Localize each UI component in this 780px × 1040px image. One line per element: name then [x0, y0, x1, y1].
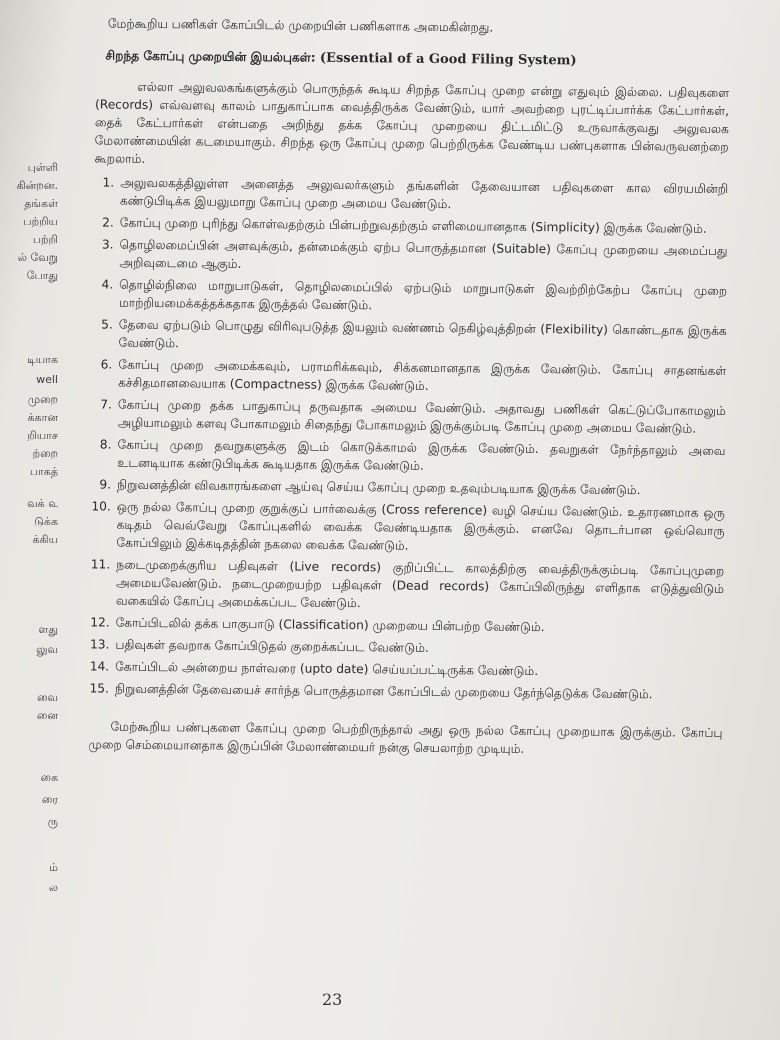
facing-page-margin — [0, 150, 62, 990]
item-number: 15. — [89, 681, 110, 696]
item-text: ஒரு நல்ல கோப்பு முறை குறுக்குப் பார்வைக்கு (Cross reference) வழி செய்ய வேண்டும். உதாரணமாக ஒரு கடிதம் வெவ்வேறு கோப்புகளில் வைக்க வேண்டியதாக இருக்கும். எனவே தொடர்பான ஒவ்வொரு கோப்பிலும் இக்கடிதத்தின் நகலை வைக்க வேண்டும். — [116, 499, 725, 553]
margin-fragment: வை — [37, 691, 58, 704]
item-number: 14. — [89, 659, 110, 674]
closing-paragraph: மேற்கூறிய பண்புகளை கோப்பு முறை பெற்றிருந்தால் அது ஒரு நல்ல கோப்பு முறையாக இருக்கும். கோப்பு முறை செம்மையானதாக இருப்பின் மேலாண்மையர் நன்கு செயலாற்ற முடியும். — [88, 719, 723, 756]
margin-fragment: பற்றிய — [23, 215, 58, 228]
heading-tamil: சிறந்த கோப்பு முறையின் இயல்புகள்: — [105, 48, 316, 65]
margin-fragment: ளது — [38, 623, 58, 636]
list-item — [56, 395, 726, 438]
item-text: கோப்பு முறை தவறுகளுக்கு இடம் கொடுக்காமல் இருக்க வேண்டும். தவறுகள் நேர்ந்தாலும் அவை உடனடியாக கண்டுபிடிக்க கூடியதாக இருக்க வேண்டும். — [117, 437, 726, 473]
item-number: 3. — [101, 237, 114, 252]
essentials-list — [53, 173, 728, 704]
list-item — [58, 173, 728, 216]
margin-fragment: போது — [26, 269, 58, 282]
item-text: கோப்பிடலில் தக்க பாகுபாடு (Classification) முறையை பின்பற்ற வேண்டும். — [115, 615, 545, 635]
item-text: நடைமுறைக்குரிய பதிவுகள் (Live records) குறிப்பிட்ட காலத்திற்கு வைத்திருக்கும்படி கோப்புமுறை அமையவேண்டும். நடைமுறையற்ற பதிவுகள் (Dead records) கோப்பிலிருந்து எளிதாக எடுத்துவிடும் வகையில் கோப்பு அமைக்கப்பட வேண்டும். — [115, 557, 725, 611]
margin-fragment: னை — [36, 709, 58, 722]
item-number: 7. — [100, 397, 112, 412]
item-text: கோப்பு முறை புரிந்து கொள்வதற்கும் பின்பற்றுவதற்கும் எளிமையானதாக (Simplicity) இருக்க வேண்டும். — [119, 215, 707, 236]
intro-paragraph: எல்லா அலுவலகங்களுக்கும் பொருந்தக் கூடிய சிறந்த கோப்பு முறை என்று எதுவும் இல்லை. பதிவுகளை (Records) எவ்வளவு காலம் பாதுகாப்பாக வைத்திருக்க வேண்டும், யார் அவற்றை புரட்டிப்பார்க்க கேட்பார்கள், தைக் கேட்பார்கள் என்பதை அறிந்து தக்க கோப்பு முறையை திட்டமிட்டு உருவாக்குவது அலுவலக மேலாண்மையின் கடமையாகும். சிறந்த ஒரு கோப்பு முறை பெற்றிருக்க வேண்டிய பண்புகளாக பின்வருவனற்றை கூறலாம். — [94, 79, 730, 166]
item-number: 9. — [99, 477, 112, 492]
margin-fragment: ரை — [41, 793, 58, 806]
margin-fragment: well — [36, 373, 58, 386]
margin-fragment: க்கிய — [32, 533, 58, 546]
margin-fragment: டுக்க — [34, 515, 58, 528]
intro-line: மேற்கூறிய பணிகள் கோப்பிடல் முறையின் பணிகளாக அமைகின்றது. — [107, 16, 494, 35]
list-item — [55, 435, 725, 478]
margin-fragment: தங்கள் — [24, 197, 58, 210]
margin-fragment: கை — [40, 771, 58, 784]
margin-fragment: ற்றை — [32, 447, 58, 460]
list-item — [57, 275, 727, 318]
margin-fragment: பாகத் — [29, 465, 58, 478]
list-item — [54, 497, 725, 558]
list-item — [56, 355, 726, 398]
item-number: 6. — [100, 357, 113, 372]
item-text: தொழில்நிலை மாறுபாடுகள், தொழிலமைப்பில் ஏற்படும் மாறுபாடுகள் இவற்றிற்கேற்ப கோப்பு முறை மாற்றியமைக்கத்தக்கதாக இருத்தல் வேண்டும். — [118, 277, 728, 313]
margin-fragment: முறை — [27, 393, 58, 406]
margin-fragment: புள்ளி — [27, 161, 58, 174]
item-number: 8. — [99, 437, 112, 452]
section-heading — [105, 46, 729, 72]
item-text: பதிவுகள் தவறாக கோப்பிடுதல் குறைக்கப்பட வேண்டும். — [115, 637, 429, 655]
item-text: தொழிலமைப்பின் அளவுக்கும், தன்மைக்கும் ஏற்ப பொருத்தமான (Suitable) கோப்பு முறையை அமைப்பது அறிவுடைமை ஆகும். — [119, 237, 728, 271]
margin-fragment: ம் — [49, 861, 58, 874]
item-text: அலுவலகத்திலுள்ள அனைத்த அலுவலர்களும் தங்களின் தேவையான பதிவுகளை கால விரயமின்றி கண்டுபிடிக்க இயலுமாறு கோப்பு முறை அமைய வேண்டும். — [119, 175, 729, 212]
margin-fragment: றியாச — [27, 429, 58, 442]
list-item — [54, 555, 725, 616]
list-item — [55, 475, 725, 500]
margin-fragment: டியாக — [27, 353, 58, 366]
item-number: 4. — [101, 277, 114, 292]
item-text: நிறுவனத்தின் விவகாரங்களை ஆய்வு செய்ய கோப்பு முறை உதவும்படியாக இருக்க வேண்டும். — [117, 477, 641, 498]
item-text: கோப்பு முறை அமைக்கவும், பராமரிக்கவும், சிக்கனமானதாக இருக்க வேண்டும். கோப்பு சாதனங்கள் கச்சிதமானவையாக (Compactness) இருக்க வேண்டும். — [118, 357, 727, 393]
page-content — [52, 14, 730, 760]
item-text: நிறுவனத்தின் தேவையைச் சார்ந்த பொருத்தமான கோப்பிடல் முறையை தேர்ந்தெடுக்க வேண்டும். — [114, 681, 653, 702]
list-item — [58, 213, 728, 238]
margin-fragment: லுவ — [36, 643, 58, 656]
item-text: கோப்பிடல் அன்றைய நாள்வரை (upto date) செய்யப்பட்டிருக்க வேண்டும். — [115, 659, 539, 679]
item-number: 11. — [90, 557, 111, 572]
list-item — [53, 657, 723, 682]
margin-fragment: வக் ௳ — [27, 497, 58, 510]
list-item — [57, 235, 727, 278]
item-number: 5. — [101, 317, 113, 332]
list-item — [53, 679, 723, 704]
item-number: 1. — [102, 175, 115, 190]
item-number: 13. — [89, 637, 110, 652]
page-number: 23 — [322, 990, 343, 1009]
margin-fragment: ல — [48, 881, 58, 894]
list-item — [56, 315, 726, 358]
item-number: 10. — [91, 499, 111, 514]
item-number: 12. — [90, 615, 110, 630]
list-item — [53, 635, 723, 660]
margin-fragment: கின்றன. — [16, 179, 58, 192]
margin-fragment: ரு — [47, 815, 58, 828]
margin-fragment: பற்றி — [32, 233, 58, 246]
item-text: தேவை ஏற்படும் பொழுது விரிவுபடுத்த இயலும் வண்ணம் நெகிழ்வுத்திறன் (Flexibility) கொண்டதாக இருக்க வேண்டும். — [118, 317, 727, 351]
margin-fragment: ல் வேறு — [17, 251, 58, 264]
heading-english: (Essential of a Good Filing System) — [319, 50, 577, 69]
item-text: கோப்பு முறை தக்க பாதுகாப்பு தருவதாக அமைய வேண்டும். அதாவது பணிகள் கெட்டுப்போகாமலும் அழியாமலும் களவு போகாமலும் சிதைந்து போகாமலும் இருக்கும்படி கோப்பு முறை அமைய வேண்டும். — [117, 397, 726, 436]
margin-fragment: க்கான — [27, 411, 58, 424]
item-number: 2. — [102, 215, 114, 230]
list-item — [54, 613, 724, 638]
